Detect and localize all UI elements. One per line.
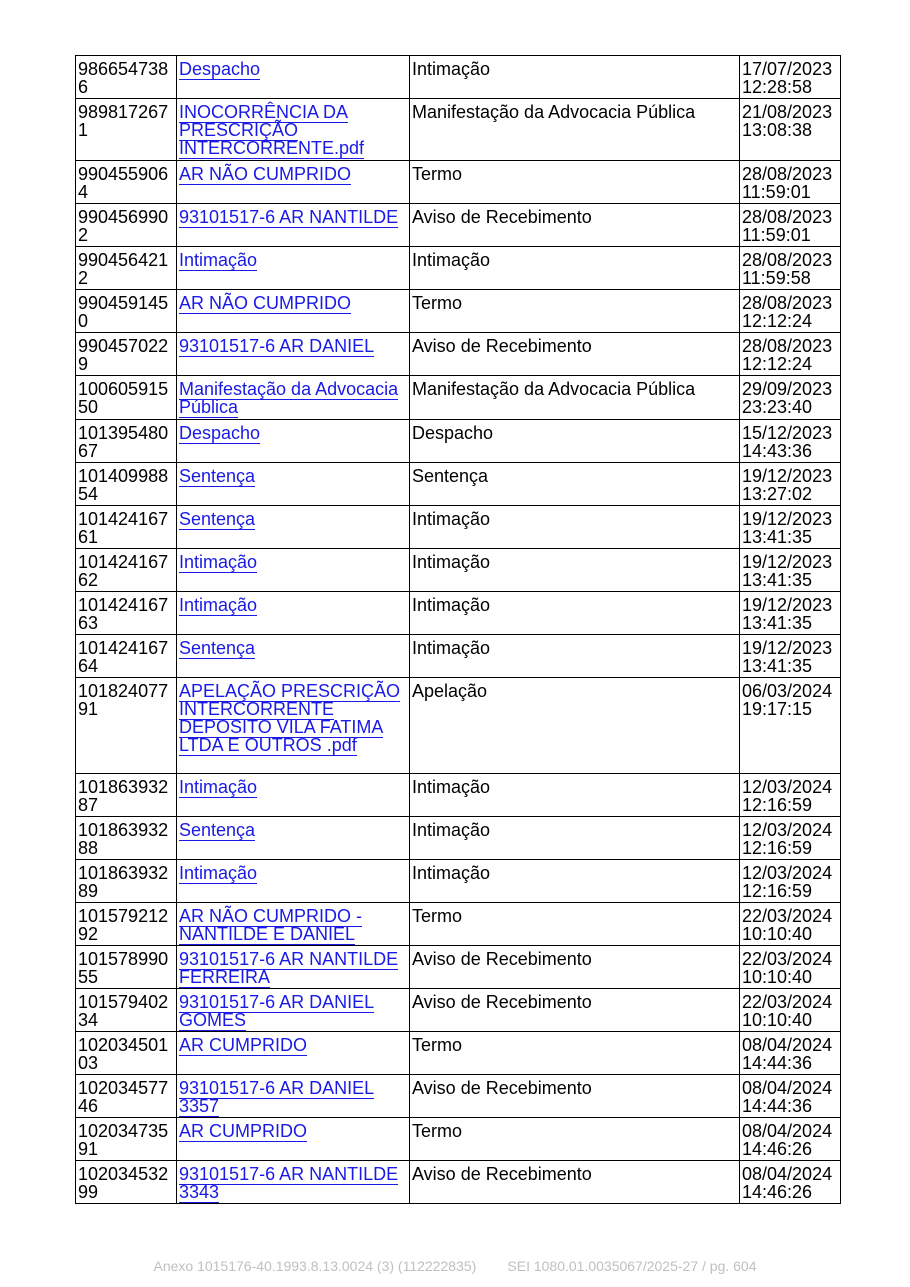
document-id-cell: 10139548067	[76, 420, 177, 463]
table-row	[76, 1032, 841, 1075]
document-time: 12:12:24	[742, 354, 813, 374]
document-type-label: Aviso de Recebimento	[412, 1164, 592, 1184]
document-type-cell	[410, 549, 740, 592]
document-link-cell	[177, 161, 410, 204]
document-time: 12:12:24	[742, 311, 813, 331]
document-type-cell	[410, 506, 740, 549]
document-type-cell	[410, 247, 740, 290]
document-time: 13:27:02	[742, 484, 813, 504]
document-link[interactable]: 93101517-6 AR DANIEL GOMES	[179, 992, 375, 1030]
document-time: 23:23:40	[742, 397, 813, 417]
document-type-cell	[410, 420, 740, 463]
document-type-label: Intimação	[412, 509, 491, 529]
table-row	[76, 506, 841, 549]
document-date: 12/03/2024	[742, 777, 833, 797]
document-link-cell	[177, 946, 410, 989]
document-time: 13:41:35	[742, 527, 813, 547]
document-type-label: Manifestação da Advocacia Pública	[412, 102, 696, 122]
document-type-cell	[410, 463, 740, 506]
document-link[interactable]: Intimação	[179, 250, 258, 270]
table-row	[76, 204, 841, 247]
document-link[interactable]: AR NÃO CUMPRIDO	[179, 164, 352, 184]
document-link[interactable]: Manifestação da Advocacia Pública	[179, 379, 399, 417]
document-date: 22/03/2024	[742, 992, 833, 1012]
document-link-cell	[177, 774, 410, 817]
document-date: 19/12/2023	[742, 466, 833, 486]
document-link[interactable]: AR CUMPRIDO	[179, 1035, 308, 1055]
document-type-label: Termo	[412, 1035, 463, 1055]
document-link[interactable]: 93101517-6 AR NANTILDE FERREIRA	[179, 949, 399, 987]
document-type-label: Termo	[412, 906, 463, 926]
document-link-cell	[177, 506, 410, 549]
document-date: 15/12/2023	[742, 423, 833, 443]
document-date: 28/08/2023	[742, 250, 833, 270]
document-id-cell: 10203453299	[76, 1161, 177, 1204]
page-footer	[0, 1258, 910, 1274]
document-datetime-cell	[740, 161, 841, 204]
document-link[interactable]: 93101517-6 AR DANIEL 3357	[179, 1078, 375, 1116]
document-link[interactable]: AR NÃO CUMPRIDO	[179, 293, 352, 313]
document-date: 22/03/2024	[742, 906, 833, 926]
document-id-cell: 10186393288	[76, 817, 177, 860]
document-type-cell	[410, 99, 740, 161]
document-time: 14:43:36	[742, 441, 813, 461]
table-row	[76, 420, 841, 463]
document-id-cell: 9898172671	[76, 99, 177, 161]
document-id-cell: 10060591550	[76, 376, 177, 420]
document-id-cell: 9866547386	[76, 56, 177, 99]
document-time: 12:16:59	[742, 881, 813, 901]
document-link[interactable]: AR CUMPRIDO	[179, 1121, 308, 1141]
document-link-cell	[177, 247, 410, 290]
document-type-label: Aviso de Recebimento	[412, 992, 592, 1012]
documents-table-body	[76, 56, 841, 1204]
document-datetime-cell	[740, 635, 841, 678]
document-type-label: Aviso de Recebimento	[412, 207, 592, 227]
document-type-cell	[410, 860, 740, 903]
document-datetime-cell	[740, 946, 841, 989]
document-link-cell	[177, 290, 410, 333]
document-type-label: Intimação	[412, 863, 491, 883]
table-row	[76, 774, 841, 817]
document-datetime-cell	[740, 989, 841, 1032]
document-datetime-cell	[740, 1032, 841, 1075]
document-type-label: Sentença	[412, 466, 489, 486]
document-link-cell	[177, 903, 410, 946]
document-link-cell	[177, 1118, 410, 1161]
document-datetime-cell	[740, 1075, 841, 1118]
document-id-cell: 10140998854	[76, 463, 177, 506]
document-date: 28/08/2023	[742, 293, 833, 313]
document-link-cell	[177, 989, 410, 1032]
document-time: 11:59:01	[742, 225, 811, 245]
document-link-cell	[177, 376, 410, 420]
document-date: 06/03/2024	[742, 681, 833, 701]
document-datetime-cell	[740, 99, 841, 161]
document-datetime-cell	[740, 56, 841, 99]
document-time: 12:16:59	[742, 795, 813, 815]
table-row	[76, 946, 841, 989]
document-time: 10:10:40	[742, 1010, 813, 1030]
document-date: 19/12/2023	[742, 638, 833, 658]
document-type-cell	[410, 1118, 740, 1161]
document-id-cell: 9904570229	[76, 333, 177, 376]
document-type-cell	[410, 376, 740, 420]
document-link[interactable]: Sentença	[179, 466, 256, 486]
document-id-cell: 10203473591	[76, 1118, 177, 1161]
document-datetime-cell	[740, 376, 841, 420]
table-row	[76, 817, 841, 860]
document-datetime-cell	[740, 1118, 841, 1161]
document-date: 19/12/2023	[742, 509, 833, 529]
document-link[interactable]: 93101517-6 AR DANIEL	[179, 336, 375, 356]
document-link[interactable]: Sentença	[179, 820, 256, 840]
document-link-cell	[177, 817, 410, 860]
document-type-label: Intimação	[412, 59, 491, 79]
document-date: 17/07/2023	[742, 59, 833, 79]
document-link[interactable]: AR NÃO CUMPRIDO - NANTILDE E DANIEL	[179, 906, 363, 944]
document-link-cell	[177, 549, 410, 592]
document-datetime-cell	[740, 549, 841, 592]
document-time: 12:16:59	[742, 838, 813, 858]
table-row	[76, 463, 841, 506]
document-link[interactable]: Sentença	[179, 638, 256, 658]
document-link[interactable]: Sentença	[179, 509, 256, 529]
document-link-cell	[177, 56, 410, 99]
document-id-cell: 10186393287	[76, 774, 177, 817]
document-datetime-cell	[740, 204, 841, 247]
document-link-cell	[177, 678, 410, 774]
document-id-cell: 9904569902	[76, 204, 177, 247]
document-type-label: Intimação	[412, 777, 491, 797]
document-date: 19/12/2023	[742, 552, 833, 572]
document-type-cell	[410, 333, 740, 376]
document-id-cell: 10142416764	[76, 635, 177, 678]
table-row	[76, 989, 841, 1032]
document-type-cell	[410, 290, 740, 333]
table-row	[76, 549, 841, 592]
document-time: 14:44:36	[742, 1096, 813, 1116]
document-link-cell	[177, 1161, 410, 1204]
document-type-label: Aviso de Recebimento	[412, 949, 592, 969]
document-type-cell	[410, 817, 740, 860]
document-date: 08/04/2024	[742, 1164, 833, 1184]
document-date: 08/04/2024	[742, 1035, 833, 1055]
document-id-cell: 10142416763	[76, 592, 177, 635]
document-date: 19/12/2023	[742, 595, 833, 615]
document-id-cell: 9904564212	[76, 247, 177, 290]
document-time: 19:17:15	[742, 699, 813, 719]
document-id-cell: 10142416761	[76, 506, 177, 549]
document-link[interactable]: Intimação	[179, 863, 258, 883]
document-link-cell	[177, 635, 410, 678]
document-datetime-cell	[740, 774, 841, 817]
document-link-cell	[177, 420, 410, 463]
document-type-cell	[410, 635, 740, 678]
document-time: 13:41:35	[742, 570, 813, 590]
document-id-cell: 9904559064	[76, 161, 177, 204]
document-id-cell: 10203450103	[76, 1032, 177, 1075]
document-id-cell: 9904591450	[76, 290, 177, 333]
document-link[interactable]: Despacho	[179, 423, 261, 443]
document-type-label: Aviso de Recebimento	[412, 336, 592, 356]
footer-annex: Anexo 1015176-40.1993.8.13.0024 (3) (112222835)	[153, 1258, 477, 1274]
document-date: 12/03/2024	[742, 863, 833, 883]
document-datetime-cell	[740, 592, 841, 635]
document-type-cell	[410, 56, 740, 99]
table-row	[76, 678, 841, 774]
document-time: 14:46:26	[742, 1182, 813, 1202]
document-time: 10:10:40	[742, 924, 813, 944]
document-id-cell: 10157899055	[76, 946, 177, 989]
document-id-cell: 10186393289	[76, 860, 177, 903]
document-link-cell	[177, 463, 410, 506]
table-row	[76, 290, 841, 333]
document-datetime-cell	[740, 247, 841, 290]
document-time: 12:28:58	[742, 77, 813, 97]
document-type-cell	[410, 1032, 740, 1075]
documents-table	[75, 55, 841, 1204]
document-id-cell: 10157921292	[76, 903, 177, 946]
document-time: 10:10:40	[742, 967, 813, 987]
document-id-cell: 10203457746	[76, 1075, 177, 1118]
document-type-label: Termo	[412, 164, 463, 184]
table-row	[76, 1075, 841, 1118]
document-date: 28/08/2023	[742, 336, 833, 356]
document-date: 12/03/2024	[742, 820, 833, 840]
document-type-cell	[410, 903, 740, 946]
document-datetime-cell	[740, 420, 841, 463]
document-datetime-cell	[740, 333, 841, 376]
document-date: 21/08/2023	[742, 102, 833, 122]
table-row	[76, 161, 841, 204]
document-type-label: Apelação	[412, 681, 488, 701]
document-type-label: Despacho	[412, 423, 494, 443]
document-type-label: Termo	[412, 293, 463, 313]
document-datetime-cell	[740, 290, 841, 333]
document-type-cell	[410, 204, 740, 247]
document-datetime-cell	[740, 817, 841, 860]
document-time: 13:08:38	[742, 120, 813, 140]
document-id-cell: 10182407791	[76, 678, 177, 774]
document-type-cell	[410, 678, 740, 774]
document-date: 28/08/2023	[742, 207, 833, 227]
document-type-label: Aviso de Recebimento	[412, 1078, 592, 1098]
document-datetime-cell	[740, 860, 841, 903]
document-type-label: Manifestação da Advocacia Pública	[412, 379, 696, 399]
document-date: 08/04/2024	[742, 1078, 833, 1098]
document-id-cell: 10142416762	[76, 549, 177, 592]
document-link[interactable]: Intimação	[179, 595, 258, 615]
table-row	[76, 903, 841, 946]
document-link[interactable]: Intimação	[179, 777, 258, 797]
document-type-label: Intimação	[412, 595, 491, 615]
document-link[interactable]: INOCORRÊNCIA DA PRESCRIÇÃO INTERCORRENTE.pdf	[179, 102, 365, 158]
document-date: 08/04/2024	[742, 1121, 833, 1141]
document-type-cell	[410, 592, 740, 635]
document-date: 28/08/2023	[742, 164, 833, 184]
document-link-cell	[177, 592, 410, 635]
document-type-cell	[410, 161, 740, 204]
document-type-label: Intimação	[412, 250, 491, 270]
document-type-label: Intimação	[412, 552, 491, 572]
document-time: 11:59:01	[742, 182, 811, 202]
document-time: 14:46:26	[742, 1139, 813, 1159]
document-link-cell	[177, 1032, 410, 1075]
document-datetime-cell	[740, 678, 841, 774]
table-row	[76, 333, 841, 376]
document-datetime-cell	[740, 903, 841, 946]
document-link-cell	[177, 333, 410, 376]
document-link-cell	[177, 860, 410, 903]
document-date: 29/09/2023	[742, 379, 833, 399]
table-row	[76, 860, 841, 903]
document-type-cell	[410, 1161, 740, 1204]
document-link[interactable]: Intimação	[179, 552, 258, 572]
document-datetime-cell	[740, 506, 841, 549]
document-type-label: Termo	[412, 1121, 463, 1141]
table-row	[76, 56, 841, 99]
document-time: 13:41:35	[742, 656, 813, 676]
document-link-cell	[177, 99, 410, 161]
document-link[interactable]: 93101517-6 AR NANTILDE 3343	[179, 1164, 399, 1202]
document-link-cell	[177, 204, 410, 247]
document-type-cell	[410, 946, 740, 989]
document-datetime-cell	[740, 1161, 841, 1204]
document-link-cell	[177, 1075, 410, 1118]
document-type-label: Intimação	[412, 820, 491, 840]
table-row	[76, 99, 841, 161]
footer-sei-page: SEI 1080.01.0035067/2025-27 / pg. 604	[507, 1258, 757, 1274]
table-row	[76, 1118, 841, 1161]
document-id-cell: 10157940234	[76, 989, 177, 1032]
document-link[interactable]: APELAÇÃO PRESCRIÇÃO INTERCORRENTE DEPOSITO VILA FATIMA LTDA E OUTROS .pdf	[179, 681, 401, 755]
document-time: 14:44:36	[742, 1053, 813, 1073]
table-row	[76, 592, 841, 635]
document-type-cell	[410, 989, 740, 1032]
document-type-label: Intimação	[412, 638, 491, 658]
table-row	[76, 1161, 841, 1204]
document-link[interactable]: 93101517-6 AR NANTILDE	[179, 207, 399, 227]
document-type-cell	[410, 1075, 740, 1118]
document-time: 11:59:58	[742, 268, 811, 288]
document-type-cell	[410, 774, 740, 817]
document-datetime-cell	[740, 463, 841, 506]
table-row	[76, 635, 841, 678]
table-row	[76, 247, 841, 290]
document-time: 13:41:35	[742, 613, 813, 633]
table-row	[76, 376, 841, 420]
document-date: 22/03/2024	[742, 949, 833, 969]
document-link[interactable]: Despacho	[179, 59, 261, 79]
